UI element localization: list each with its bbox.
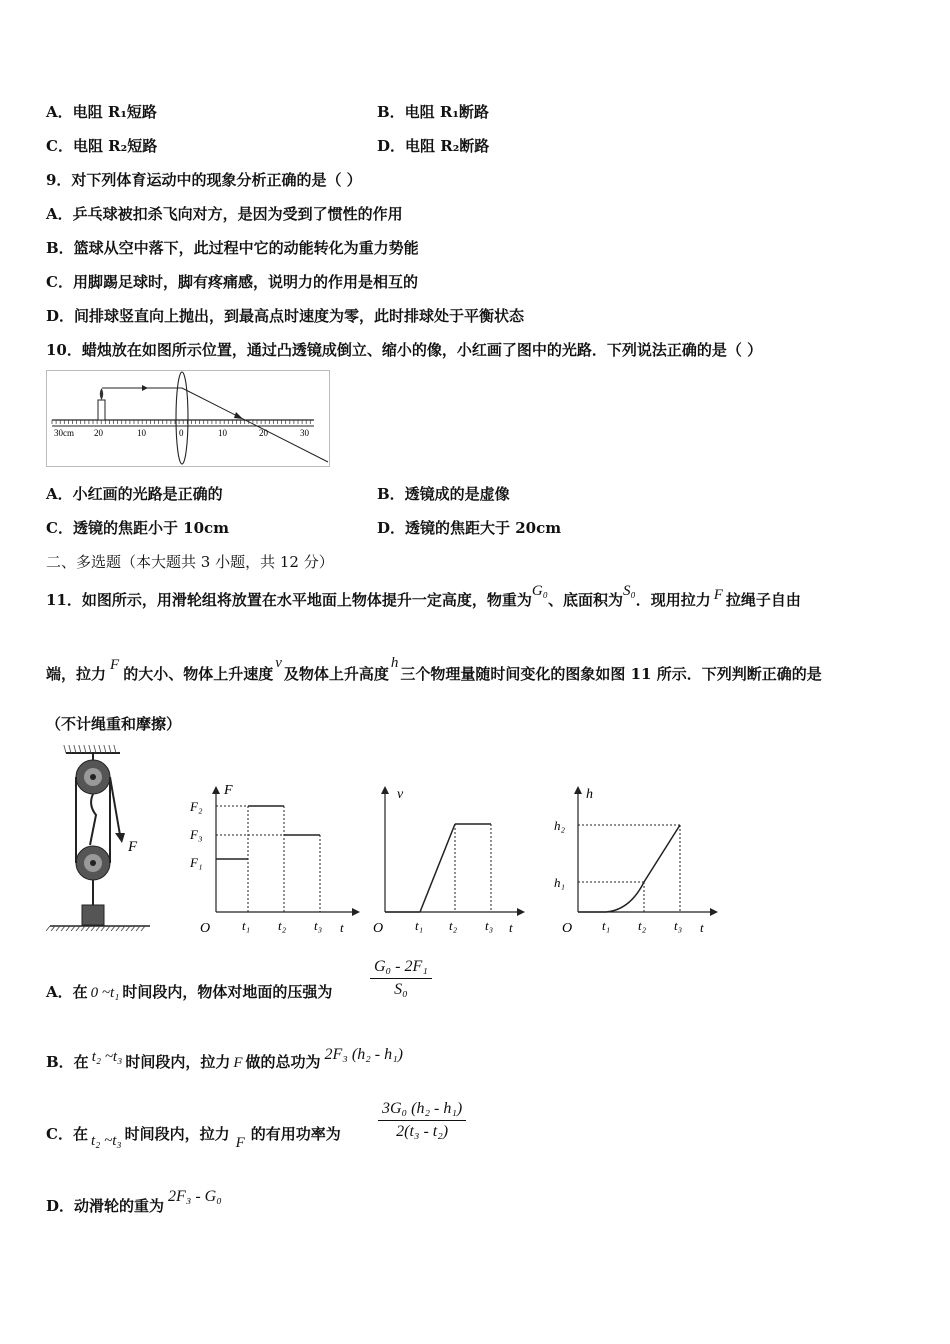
graph-tick-label: t₁ <box>602 918 611 933</box>
graph-tick-label: O <box>373 921 384 936</box>
section-heading: 二、多选题（本大题共 3 小题，共 12 分） <box>46 553 334 571</box>
q11-stem-text: 的大小、物体上升速度 <box>123 665 274 683</box>
fraction-numerator: 3G₀ (h₂ - h₁) <box>382 1100 463 1117</box>
fraction-numerator: G₀ - 2F₁ <box>374 958 428 975</box>
graph-tick-label: t₃ <box>674 918 683 933</box>
option-text: D．动滑轮的重为 <box>46 1197 165 1215</box>
symbol-f: F <box>713 587 723 603</box>
graph-tick-label: O <box>200 921 211 936</box>
q11-stem-line2 <box>46 655 822 685</box>
q9-option-b: B．篮球从空中落下，此过程中它的动能转化为重力势能 <box>46 239 419 257</box>
graph-tick-label: t₁ <box>415 918 424 933</box>
q8-option-a: A．电阻 R₁短路 <box>46 103 157 121</box>
q10-option-b: B．透镜成的是虚像 <box>377 485 510 503</box>
graph-tick-label: t₃ <box>314 918 323 933</box>
graph-tick-label: F₃ <box>190 827 203 842</box>
ruler-label-30-right: 30 <box>300 428 309 438</box>
graph-tick-label: h₁ <box>554 875 566 890</box>
q8-option-c: C．电阻 R₂短路 <box>46 137 158 155</box>
option-text: 时间段内，物体对地面的压强为 <box>122 983 333 1001</box>
q11-option-b <box>46 1046 403 1073</box>
q11-stem-text: 端，拉力 <box>46 665 107 683</box>
ruler-label-0: 0 <box>179 428 184 438</box>
pulley-force-label: F <box>128 839 138 855</box>
fraction-denominator: S₀ <box>394 981 408 998</box>
graph-tick-label: t₂ <box>278 918 287 933</box>
q11-stem-text: 、底面积为 <box>547 591 623 609</box>
ruler-label-30cm: 30cm <box>54 428 74 438</box>
symbol-g0: G₀ <box>531 583 548 599</box>
ruler-label-10-right: 10 <box>218 428 227 438</box>
graph-tick-label: t <box>340 920 344 935</box>
q9-stem: 9．对下列体育运动中的现象分析正确的是（ ） <box>46 171 362 189</box>
symbol-v: v <box>275 655 282 671</box>
q10-stem: 10．蜡烛放在如图所示位置，通过凸透镜成倒立、缩小的像，小红画了图中的光路．下列说法正确的是（ ） <box>46 341 763 359</box>
q11-stem-text: 及物体上升高度 <box>283 665 389 683</box>
option-text: B．在 <box>46 1053 89 1071</box>
option-text: 做的总功为 <box>245 1053 321 1071</box>
graph-axis-label: v <box>397 787 404 802</box>
q11-option-d <box>46 1188 222 1217</box>
q11-option-a <box>46 982 332 1003</box>
graph-axis-label: h <box>586 787 593 802</box>
symbol-s0: S₀ <box>622 583 636 599</box>
graph-tick-label: t <box>700 920 704 935</box>
graph-tick-label: F₂ <box>190 799 203 814</box>
q9-option-c: C．用脚踢足球时，脚有疼痛感，说明力的作用是相互的 <box>46 273 418 291</box>
option-text: 时间段内，拉力 <box>124 1125 230 1143</box>
graph-tick-label: t <box>509 920 513 935</box>
option-math: F <box>235 1135 245 1151</box>
pulley-diagram <box>46 745 156 940</box>
graph-tick-label: O <box>562 921 573 936</box>
option-math: t₂ ~t₃ <box>91 1049 123 1065</box>
ruler-label-20-right: 20 <box>259 428 268 438</box>
option-text: 的有用功率为 <box>250 1125 341 1143</box>
q11-stem-text: 三个物理量随时间变化的图象如图 11 所示．下列判断正确的是 <box>400 665 822 683</box>
q8-option-b: B．电阻 R₁断路 <box>377 103 489 121</box>
option-math: 0 ~t₁ <box>90 985 120 1001</box>
q11-stem-text: ．现用拉力 <box>635 591 711 609</box>
graph-tick-label: t₂ <box>449 918 458 933</box>
graph-axis-label: F <box>224 783 233 798</box>
graph-tick-label: t₂ <box>638 918 647 933</box>
option-text: 时间段内，拉力 <box>125 1053 231 1071</box>
graph-tick-label: t₁ <box>242 918 251 933</box>
option-math: t₂ ~t₃ <box>90 1133 122 1149</box>
fraction-denominator: 2(t₃ - t₂) <box>396 1123 449 1140</box>
graph-tick-label: h₂ <box>554 818 566 833</box>
q11-stem-text: 拉绳子自由 <box>725 591 801 609</box>
q10-option-a: A．小红画的光路是正确的 <box>46 485 223 503</box>
ruler-label-10-left: 10 <box>137 428 146 438</box>
option-a-fraction <box>370 958 432 999</box>
option-math: 2F₃ - G₀ <box>168 1188 222 1205</box>
symbol-f: F <box>110 657 120 673</box>
ruler-label-20-left: 20 <box>94 428 103 438</box>
q8-option-d: D．电阻 R₂断路 <box>377 137 490 155</box>
q9-option-a: A．乒乓球被扣杀飞向对方，是因为受到了惯性的作用 <box>46 205 403 223</box>
option-text: A．在 <box>46 983 88 1001</box>
graph-tick-label: F₁ <box>190 855 203 870</box>
force-time-graph <box>180 780 360 940</box>
velocity-time-graph <box>365 780 525 940</box>
option-c-fraction <box>378 1100 466 1141</box>
q10-option-c: C．透镜的焦距小于 10cm <box>46 519 230 537</box>
q10-option-d: D．透镜的焦距大于 20cm <box>377 519 562 537</box>
symbol-h: h <box>390 655 399 671</box>
q9-option-d: D．间排球竖直向上抛出，到最高点时速度为零，此时排球处于平衡状态 <box>46 307 525 325</box>
q11-stem-text: 11．如图所示，用滑轮组将放置在水平地面上物体提升一定高度，物重为 <box>46 591 532 609</box>
lens-ruler-diagram <box>46 370 331 468</box>
option-math: F <box>233 1055 243 1071</box>
graph-tick-label: t₃ <box>485 918 494 933</box>
option-text: C．在 <box>46 1125 88 1143</box>
q11-option-c <box>46 1124 341 1151</box>
option-math: 2F₃ (h₂ - h₁) <box>324 1046 403 1063</box>
q11-stem-line1 <box>46 583 801 611</box>
height-time-graph <box>550 780 720 940</box>
q11-stem-line3: （不计绳重和摩擦） <box>46 715 182 733</box>
